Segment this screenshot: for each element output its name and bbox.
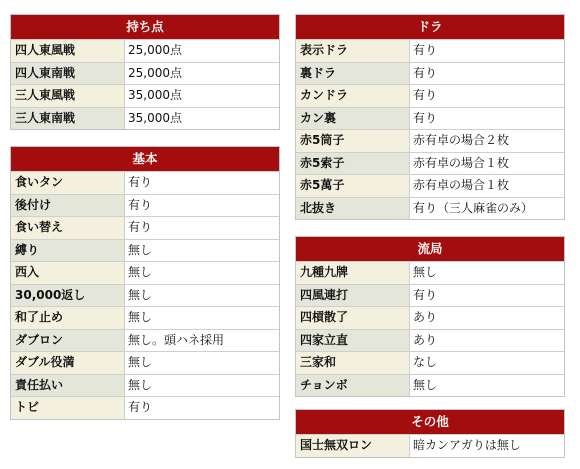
row-label: 四風連打 <box>296 285 410 307</box>
row-value: 有り <box>125 172 279 194</box>
row-label: 食いタン <box>11 172 125 194</box>
row-label: カン裏 <box>296 108 410 130</box>
table-row <box>11 239 279 262</box>
table-row <box>296 374 564 397</box>
section-starting-points <box>10 14 280 130</box>
row-label: 裏ドラ <box>296 63 410 85</box>
row-value: 無し <box>125 262 279 284</box>
table-ryukyoku <box>295 236 565 397</box>
table-row <box>296 129 564 152</box>
row-label: 責任払い <box>11 375 125 397</box>
row-value: 赤有卓の場合２枚 <box>410 130 564 152</box>
row-label: 表示ドラ <box>296 40 410 62</box>
row-label: 西入 <box>11 262 125 284</box>
section-title: 流局 <box>296 237 564 261</box>
row-value: 有り <box>410 108 564 130</box>
row-value: 25,000点 <box>125 40 279 62</box>
row-label: 三家和 <box>296 352 410 374</box>
section-title: ドラ <box>296 15 564 39</box>
row-value: あり <box>410 330 564 352</box>
section-dora <box>295 14 565 220</box>
row-label: ダブル役満 <box>11 352 125 374</box>
table-row <box>296 174 564 197</box>
table-row <box>296 152 564 175</box>
table-row <box>11 261 279 284</box>
row-label: 縛り <box>11 240 125 262</box>
row-value: あり <box>410 307 564 329</box>
row-value: 有り <box>125 195 279 217</box>
row-label: 赤5索子 <box>296 153 410 175</box>
section-ryukyoku <box>295 236 565 397</box>
row-label: 食い替え <box>11 217 125 239</box>
row-label: 赤5筒子 <box>296 130 410 152</box>
row-value: 赤有卓の場合１枚 <box>410 153 564 175</box>
row-label: 三人東風戦 <box>11 85 125 107</box>
section-title: 持ち点 <box>11 15 279 39</box>
table-row <box>11 62 279 85</box>
table-row <box>11 306 279 329</box>
table-row <box>296 261 564 284</box>
table-basic <box>10 146 280 420</box>
row-value: 25,000点 <box>125 63 279 85</box>
row-label: 赤5萬子 <box>296 175 410 197</box>
row-label: トビ <box>11 397 125 419</box>
table-row <box>11 216 279 239</box>
row-value: 無し <box>125 307 279 329</box>
table-row <box>11 107 279 130</box>
row-label: 北抜き <box>296 198 410 220</box>
table-row <box>11 329 279 352</box>
table-other <box>295 409 565 458</box>
row-value: 暗カンアガりは無し <box>410 435 564 457</box>
row-label: 四家立直 <box>296 330 410 352</box>
row-label: 四槓散了 <box>296 307 410 329</box>
row-value: 有り <box>410 85 564 107</box>
row-value: 無し <box>125 375 279 397</box>
row-value: なし <box>410 352 564 374</box>
table-row <box>11 171 279 194</box>
row-label: 30,000返し <box>11 285 125 307</box>
section-other <box>295 409 565 458</box>
row-value: 有り <box>410 285 564 307</box>
table-row <box>11 84 279 107</box>
row-value: 無し <box>410 262 564 284</box>
table-starting-points <box>10 14 280 130</box>
row-label: チョンボ <box>296 375 410 397</box>
table-row <box>11 374 279 397</box>
table-row <box>296 62 564 85</box>
table-row <box>296 84 564 107</box>
table-row <box>296 197 564 220</box>
section-basic <box>10 146 280 420</box>
row-value: 無し <box>125 240 279 262</box>
table-row <box>11 39 279 62</box>
row-label: 四人東風戦 <box>11 40 125 62</box>
row-label: ダブロン <box>11 330 125 352</box>
row-value: 有り（三人麻雀のみ） <box>410 198 564 220</box>
table-row <box>296 329 564 352</box>
section-title: 基本 <box>11 147 279 171</box>
row-value: 赤有卓の場合１枚 <box>410 175 564 197</box>
row-value: 35,000点 <box>125 85 279 107</box>
row-label: 後付け <box>11 195 125 217</box>
table-row <box>11 284 279 307</box>
row-value: 無し <box>125 352 279 374</box>
row-label: カンドラ <box>296 85 410 107</box>
table-dora <box>295 14 565 220</box>
table-row <box>11 351 279 374</box>
row-label: 四人東南戦 <box>11 63 125 85</box>
table-row <box>296 434 564 457</box>
row-value: 有り <box>125 397 279 419</box>
row-label: 国士無双ロン <box>296 435 410 457</box>
row-value: 有り <box>410 40 564 62</box>
table-row <box>296 306 564 329</box>
row-value: 有り <box>125 217 279 239</box>
section-title: その他 <box>296 410 564 434</box>
row-label: 和了止め <box>11 307 125 329</box>
table-row <box>11 396 279 419</box>
row-label: 九種九牌 <box>296 262 410 284</box>
table-row <box>296 351 564 374</box>
table-row <box>296 107 564 130</box>
row-value: 無し。頭ハネ採用 <box>125 330 279 352</box>
row-value: 35,000点 <box>125 108 279 130</box>
row-value: 無し <box>125 285 279 307</box>
table-row <box>11 194 279 217</box>
row-value: 有り <box>410 63 564 85</box>
row-value: 無し <box>410 375 564 397</box>
table-row <box>296 284 564 307</box>
row-label: 三人東南戦 <box>11 108 125 130</box>
table-row <box>296 39 564 62</box>
